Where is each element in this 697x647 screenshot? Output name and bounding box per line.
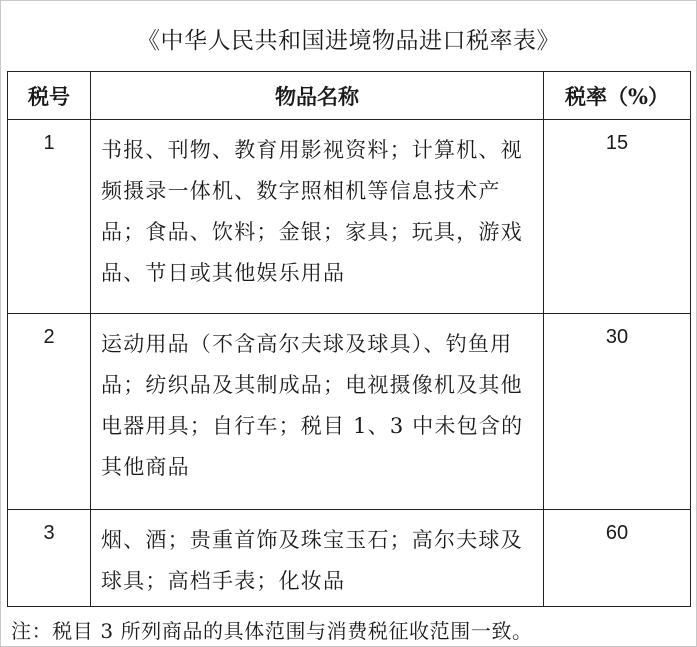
table-row — [8, 510, 691, 607]
item-name-cell: 烟、酒；贵重首饰及珠宝玉石；高尔夫球及球具；高档手表；化妆品 — [91, 510, 544, 607]
tax-rate-cell: 30 — [544, 314, 691, 510]
tax-rate-cell: 60 — [544, 510, 691, 607]
header-tax-rate: 税率（%） — [544, 72, 691, 120]
footnote: 注：税目 3 所列商品的具体范围与消费税征收范围一致。 — [11, 619, 533, 643]
tax-code-cell: 1 — [8, 120, 91, 314]
tax-code-cell: 3 — [8, 510, 91, 607]
table-header-row — [8, 72, 691, 120]
tax-rate-cell: 15 — [544, 120, 691, 314]
item-name-cell: 运动用品（不含高尔夫球及球具）、钓鱼用品；纺织品及其制成品；电视摄像机及其他电器用具；自行车；税目 1、3 中未包含的其他商品 — [91, 314, 544, 510]
tax-code-cell: 2 — [8, 314, 91, 510]
header-item-name: 物品名称 — [91, 72, 544, 120]
table-row — [8, 120, 691, 314]
table-row — [8, 314, 691, 510]
document-title: 《中华人民共和国进境物品进口税率表》 — [137, 28, 560, 54]
header-tax-code: 税号 — [8, 72, 91, 120]
item-name-cell: 书报、刊物、教育用影视资料；计算机、视频摄录一体机、数字照相机等信息技术产品；食品、饮料；金银；家具；玩具，游戏品、节日或其他娱乐用品 — [91, 120, 544, 314]
tax-rate-table — [7, 71, 691, 607]
